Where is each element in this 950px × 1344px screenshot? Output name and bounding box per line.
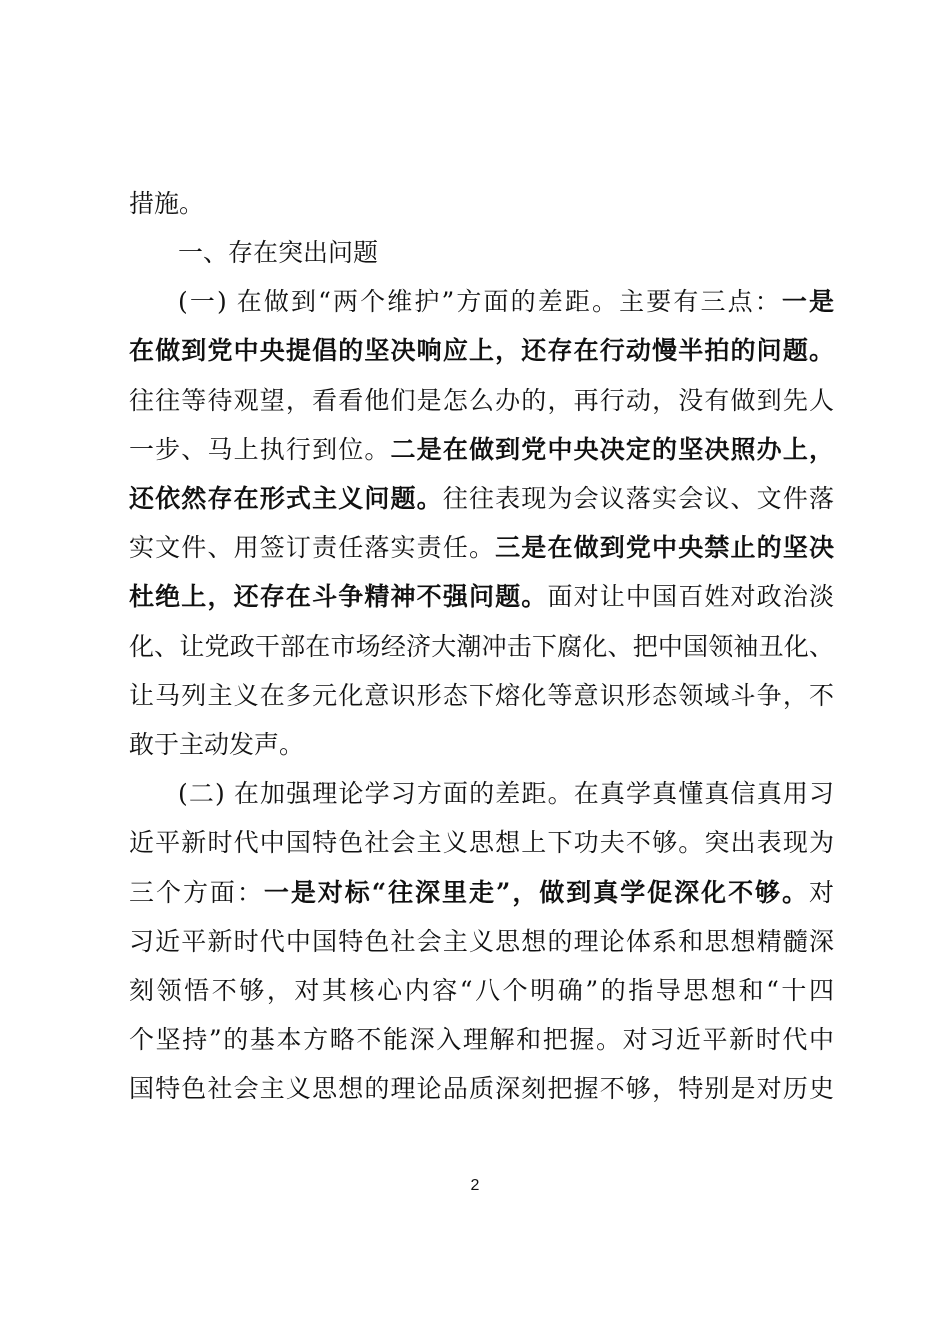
bold-text-run: 杜绝上，还存在斗争精神不强问题。 (129, 582, 548, 611)
text-run: 往往表现为会议落实会议、文件落 (442, 484, 834, 513)
text-line (129, 728, 834, 762)
bold-text-run: 一是 (781, 287, 834, 316)
text-line (178, 285, 834, 319)
text-line (129, 1072, 834, 1106)
text-run: (一) 在做到“两个维护”方面的差距。主要有三点： (178, 287, 782, 316)
bold-text-run: 一是对标“往深里走”，做到真学促深化不够。 (263, 878, 809, 907)
bold-text-run: 还依然存在形式主义问题。 (129, 484, 443, 513)
section-heading (178, 236, 834, 270)
text-line (129, 384, 834, 418)
bold-text-run: 在做到党中央提倡的坚决响应上，还存在行动慢半拍的问题。 (129, 336, 834, 365)
bold-text-run: 三是在做到党中央禁止的坚决 (495, 533, 834, 562)
text-run: 习近平新时代中国特色社会主义思想的理论体系和思想精髓深 (129, 927, 834, 956)
text-run: 国特色社会主义思想的理论品质深刻把握不够，特别是对历史 (129, 1074, 834, 1103)
page-number: 2 (470, 1177, 480, 1194)
text-run: 三个方面： (129, 878, 264, 907)
text-line (129, 974, 834, 1008)
text-run: 近平新时代中国特色社会主义思想上下功夫不够。突出表现为 (129, 828, 834, 857)
text-line (129, 531, 834, 565)
text-line (178, 777, 834, 811)
text-run: (二) 在加强理论学习方面的差距。在真学真懂真信真用习 (178, 779, 834, 808)
text-run: 一、存在突出问题 (178, 238, 379, 267)
text-line (129, 482, 834, 516)
text-run: 敢于主动发声。 (129, 730, 305, 759)
text-run: 措施。 (129, 189, 205, 218)
text-line (129, 925, 834, 959)
text-line (129, 1023, 834, 1057)
bold-text-run: 二是在做到党中央决定的坚决照办上， (390, 435, 834, 464)
text-line (129, 433, 834, 467)
text-line (129, 630, 834, 664)
text-run: 刻领悟不够，对其核心内容“八个明确”的指导思想和“十四 (129, 976, 834, 1005)
text-run: 个坚持”的基本方略不能深入理解和把握。对习近平新时代中 (129, 1025, 834, 1054)
text-run: 让马列主义在多元化意识形态下熔化等意识形态领域斗争，不 (129, 681, 834, 710)
text-run: 一步、马上执行到位。 (129, 435, 391, 464)
text-run: 对 (808, 878, 834, 907)
text-run: 化、让党政干部在市场经济大潮冲击下腐化、把中国领袖丑化、 (129, 632, 834, 661)
text-line (129, 580, 834, 614)
text-line (129, 187, 834, 221)
text-line (129, 334, 834, 368)
text-run: 往往等待观望，看看他们是怎么办的，再行动，没有做到先人 (129, 386, 834, 415)
text-line (129, 876, 834, 910)
text-line (129, 679, 834, 713)
text-run: 面对让中国百姓对政治淡 (547, 582, 834, 611)
text-run: 实文件、用签订责任落实责任。 (129, 533, 496, 562)
text-line (129, 826, 834, 860)
